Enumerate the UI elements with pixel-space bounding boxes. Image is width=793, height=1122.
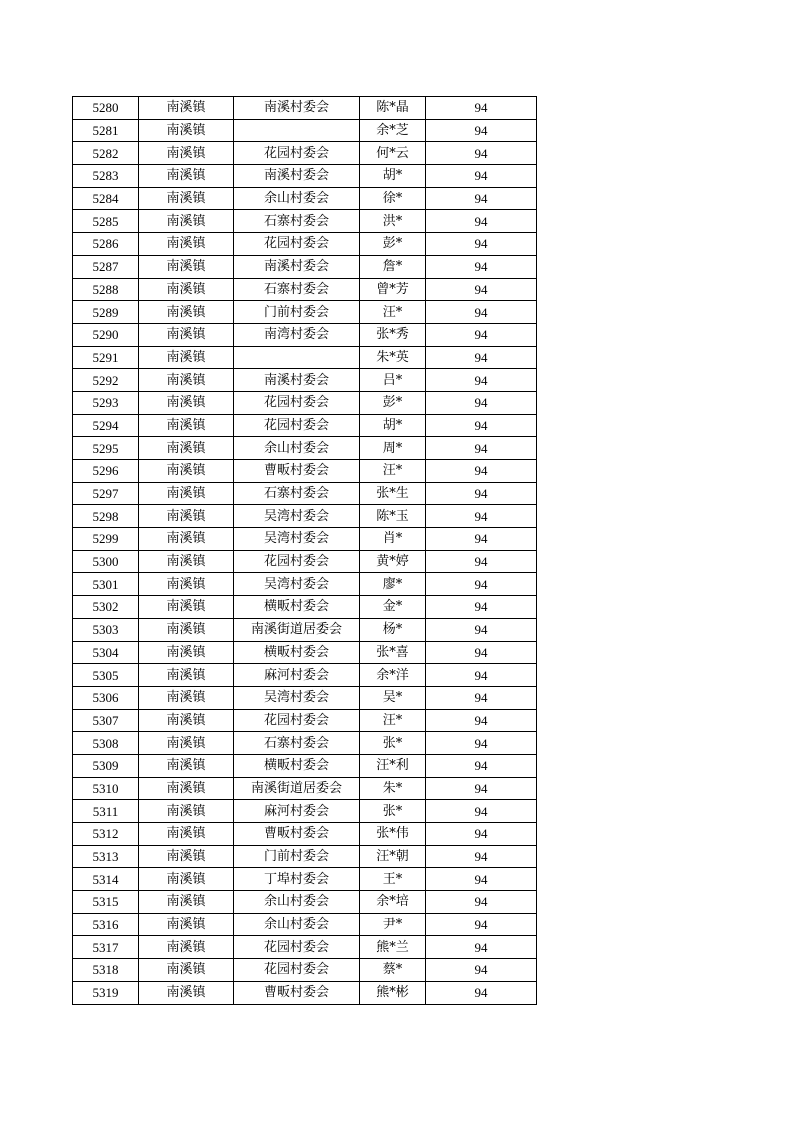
name-cell: 彭*: [360, 233, 426, 256]
name-cell: 蔡*: [360, 959, 426, 982]
row-id-cell: 5289: [73, 301, 139, 324]
name-cell: 胡*: [360, 165, 426, 188]
score-cell: 94: [426, 528, 537, 551]
town-cell: 南溪镇: [139, 165, 234, 188]
committee-cell: 石寨村委会: [234, 210, 360, 233]
town-cell: 南溪镇: [139, 391, 234, 414]
committee-cell: 花园村委会: [234, 142, 360, 165]
table-row: [73, 210, 537, 233]
score-cell: 94: [426, 119, 537, 142]
name-cell: 汪*: [360, 709, 426, 732]
name-cell: 汪*: [360, 460, 426, 483]
score-cell: 94: [426, 482, 537, 505]
row-id-cell: 5298: [73, 505, 139, 528]
name-cell: 朱*英: [360, 346, 426, 369]
table-row: [73, 573, 537, 596]
score-cell: 94: [426, 981, 537, 1004]
committee-cell: 吴湾村委会: [234, 686, 360, 709]
row-id-cell: 5305: [73, 664, 139, 687]
roster-body: [73, 97, 537, 1005]
score-cell: 94: [426, 936, 537, 959]
name-cell: 胡*: [360, 414, 426, 437]
town-cell: 南溪镇: [139, 528, 234, 551]
table-row: [73, 505, 537, 528]
town-cell: 南溪镇: [139, 233, 234, 256]
committee-cell: 花园村委会: [234, 414, 360, 437]
row-id-cell: 5306: [73, 686, 139, 709]
town-cell: 南溪镇: [139, 823, 234, 846]
row-id-cell: 5297: [73, 482, 139, 505]
score-cell: 94: [426, 233, 537, 256]
score-cell: 94: [426, 346, 537, 369]
town-cell: 南溪镇: [139, 709, 234, 732]
table-row: [73, 97, 537, 120]
committee-cell: 丁埠村委会: [234, 868, 360, 891]
committee-cell: 石寨村委会: [234, 278, 360, 301]
name-cell: 熊*兰: [360, 936, 426, 959]
row-id-cell: 5304: [73, 641, 139, 664]
name-cell: 黄*婷: [360, 550, 426, 573]
row-id-cell: 5280: [73, 97, 139, 120]
score-cell: 94: [426, 596, 537, 619]
town-cell: 南溪镇: [139, 913, 234, 936]
name-cell: 肖*: [360, 528, 426, 551]
score-cell: 94: [426, 255, 537, 278]
name-cell: 张*秀: [360, 323, 426, 346]
table-row: [73, 165, 537, 188]
name-cell: 汪*利: [360, 754, 426, 777]
committee-cell: 余山村委会: [234, 187, 360, 210]
row-id-cell: 5300: [73, 550, 139, 573]
town-cell: 南溪镇: [139, 732, 234, 755]
table-row: [73, 482, 537, 505]
score-cell: 94: [426, 641, 537, 664]
committee-cell: 花园村委会: [234, 550, 360, 573]
score-cell: 94: [426, 301, 537, 324]
name-cell: 詹*: [360, 255, 426, 278]
town-cell: 南溪镇: [139, 187, 234, 210]
score-cell: 94: [426, 187, 537, 210]
town-cell: 南溪镇: [139, 800, 234, 823]
table-row: [73, 550, 537, 573]
table-row: [73, 528, 537, 551]
name-cell: 陈*晶: [360, 97, 426, 120]
name-cell: 余*芝: [360, 119, 426, 142]
score-cell: 94: [426, 391, 537, 414]
town-cell: 南溪镇: [139, 664, 234, 687]
row-id-cell: 5301: [73, 573, 139, 596]
score-cell: 94: [426, 777, 537, 800]
score-cell: 94: [426, 414, 537, 437]
score-cell: 94: [426, 868, 537, 891]
committee-cell: [234, 346, 360, 369]
row-id-cell: 5307: [73, 709, 139, 732]
row-id-cell: 5282: [73, 142, 139, 165]
town-cell: 南溪镇: [139, 777, 234, 800]
row-id-cell: 5283: [73, 165, 139, 188]
committee-cell: 石寨村委会: [234, 482, 360, 505]
name-cell: 朱*: [360, 777, 426, 800]
name-cell: 彭*: [360, 391, 426, 414]
score-cell: 94: [426, 800, 537, 823]
town-cell: 南溪镇: [139, 754, 234, 777]
name-cell: 何*云: [360, 142, 426, 165]
table-row: [73, 754, 537, 777]
name-cell: 徐*: [360, 187, 426, 210]
table-row: [73, 187, 537, 210]
town-cell: 南溪镇: [139, 596, 234, 619]
table-row: [73, 913, 537, 936]
table-row: [73, 369, 537, 392]
table-row: [73, 142, 537, 165]
name-cell: 汪*朝: [360, 845, 426, 868]
committee-cell: 余山村委会: [234, 891, 360, 914]
row-id-cell: 5313: [73, 845, 139, 868]
town-cell: 南溪镇: [139, 346, 234, 369]
row-id-cell: 5284: [73, 187, 139, 210]
table-row: [73, 301, 537, 324]
table-row: [73, 664, 537, 687]
name-cell: 周*: [360, 437, 426, 460]
town-cell: 南溪镇: [139, 845, 234, 868]
table-row: [73, 618, 537, 641]
name-cell: 杨*: [360, 618, 426, 641]
town-cell: 南溪镇: [139, 142, 234, 165]
committee-cell: 吴湾村委会: [234, 573, 360, 596]
row-id-cell: 5302: [73, 596, 139, 619]
town-cell: 南溪镇: [139, 97, 234, 120]
name-cell: 张*生: [360, 482, 426, 505]
town-cell: 南溪镇: [139, 301, 234, 324]
committee-cell: 花园村委会: [234, 233, 360, 256]
row-id-cell: 5293: [73, 391, 139, 414]
committee-cell: [234, 119, 360, 142]
name-cell: 王*: [360, 868, 426, 891]
row-id-cell: 5308: [73, 732, 139, 755]
name-cell: 吕*: [360, 369, 426, 392]
score-cell: 94: [426, 323, 537, 346]
town-cell: 南溪镇: [139, 460, 234, 483]
town-cell: 南溪镇: [139, 868, 234, 891]
row-id-cell: 5286: [73, 233, 139, 256]
table-row: [73, 346, 537, 369]
table-row: [73, 278, 537, 301]
row-id-cell: 5288: [73, 278, 139, 301]
town-cell: 南溪镇: [139, 891, 234, 914]
town-cell: 南溪镇: [139, 550, 234, 573]
score-cell: 94: [426, 573, 537, 596]
name-cell: 熊*彬: [360, 981, 426, 1004]
table-row: [73, 255, 537, 278]
town-cell: 南溪镇: [139, 936, 234, 959]
table-row: [73, 981, 537, 1004]
committee-cell: 麻河村委会: [234, 664, 360, 687]
committee-cell: 横畈村委会: [234, 596, 360, 619]
score-cell: 94: [426, 686, 537, 709]
row-id-cell: 5314: [73, 868, 139, 891]
committee-cell: 曹畈村委会: [234, 981, 360, 1004]
town-cell: 南溪镇: [139, 210, 234, 233]
town-cell: 南溪镇: [139, 573, 234, 596]
table-row: [73, 641, 537, 664]
committee-cell: 门前村委会: [234, 845, 360, 868]
row-id-cell: 5303: [73, 618, 139, 641]
score-cell: 94: [426, 278, 537, 301]
name-cell: 廖*: [360, 573, 426, 596]
name-cell: 汪*: [360, 301, 426, 324]
table-row: [73, 936, 537, 959]
committee-cell: 南溪村委会: [234, 255, 360, 278]
name-cell: 吴*: [360, 686, 426, 709]
name-cell: 张*喜: [360, 641, 426, 664]
committee-cell: 横畈村委会: [234, 754, 360, 777]
table-row: [73, 119, 537, 142]
town-cell: 南溪镇: [139, 981, 234, 1004]
committee-cell: 石寨村委会: [234, 732, 360, 755]
row-id-cell: 5316: [73, 913, 139, 936]
row-id-cell: 5319: [73, 981, 139, 1004]
committee-cell: 吴湾村委会: [234, 528, 360, 551]
town-cell: 南溪镇: [139, 482, 234, 505]
committee-cell: 门前村委会: [234, 301, 360, 324]
row-id-cell: 5295: [73, 437, 139, 460]
table-row: [73, 323, 537, 346]
score-cell: 94: [426, 505, 537, 528]
score-cell: 94: [426, 732, 537, 755]
name-cell: 洪*: [360, 210, 426, 233]
score-cell: 94: [426, 97, 537, 120]
table-row: [73, 845, 537, 868]
committee-cell: 吴湾村委会: [234, 505, 360, 528]
committee-cell: 花园村委会: [234, 709, 360, 732]
row-id-cell: 5296: [73, 460, 139, 483]
table-row: [73, 596, 537, 619]
committee-cell: 南溪街道居委会: [234, 618, 360, 641]
table-row: [73, 959, 537, 982]
row-id-cell: 5281: [73, 119, 139, 142]
row-id-cell: 5317: [73, 936, 139, 959]
score-cell: 94: [426, 142, 537, 165]
table-row: [73, 414, 537, 437]
row-id-cell: 5299: [73, 528, 139, 551]
committee-cell: 麻河村委会: [234, 800, 360, 823]
committee-cell: 南溪村委会: [234, 165, 360, 188]
table-row: [73, 437, 537, 460]
town-cell: 南溪镇: [139, 641, 234, 664]
row-id-cell: 5311: [73, 800, 139, 823]
table-row: [73, 868, 537, 891]
committee-cell: 南溪街道居委会: [234, 777, 360, 800]
row-id-cell: 5294: [73, 414, 139, 437]
name-cell: 陈*玉: [360, 505, 426, 528]
committee-cell: 南溪村委会: [234, 369, 360, 392]
town-cell: 南溪镇: [139, 505, 234, 528]
town-cell: 南溪镇: [139, 323, 234, 346]
score-cell: 94: [426, 369, 537, 392]
name-cell: 张*: [360, 800, 426, 823]
town-cell: 南溪镇: [139, 369, 234, 392]
committee-cell: 横畈村委会: [234, 641, 360, 664]
row-id-cell: 5312: [73, 823, 139, 846]
score-cell: 94: [426, 754, 537, 777]
table-row: [73, 709, 537, 732]
score-cell: 94: [426, 165, 537, 188]
committee-cell: 南湾村委会: [234, 323, 360, 346]
table-row: [73, 686, 537, 709]
roster-table: [72, 96, 537, 1005]
town-cell: 南溪镇: [139, 959, 234, 982]
score-cell: 94: [426, 709, 537, 732]
committee-cell: 南溪村委会: [234, 97, 360, 120]
row-id-cell: 5291: [73, 346, 139, 369]
committee-cell: 余山村委会: [234, 437, 360, 460]
town-cell: 南溪镇: [139, 255, 234, 278]
row-id-cell: 5315: [73, 891, 139, 914]
name-cell: 尹*: [360, 913, 426, 936]
score-cell: 94: [426, 913, 537, 936]
committee-cell: 曹畈村委会: [234, 823, 360, 846]
row-id-cell: 5318: [73, 959, 139, 982]
score-cell: 94: [426, 664, 537, 687]
table-row: [73, 823, 537, 846]
score-cell: 94: [426, 550, 537, 573]
committee-cell: 花园村委会: [234, 936, 360, 959]
town-cell: 南溪镇: [139, 618, 234, 641]
town-cell: 南溪镇: [139, 437, 234, 460]
committee-cell: 花园村委会: [234, 959, 360, 982]
name-cell: 余*培: [360, 891, 426, 914]
score-cell: 94: [426, 845, 537, 868]
name-cell: 张*伟: [360, 823, 426, 846]
row-id-cell: 5309: [73, 754, 139, 777]
committee-cell: 余山村委会: [234, 913, 360, 936]
row-id-cell: 5290: [73, 323, 139, 346]
town-cell: 南溪镇: [139, 119, 234, 142]
name-cell: 曾*芳: [360, 278, 426, 301]
score-cell: 94: [426, 891, 537, 914]
row-id-cell: 5292: [73, 369, 139, 392]
score-cell: 94: [426, 618, 537, 641]
name-cell: 张*: [360, 732, 426, 755]
table-row: [73, 800, 537, 823]
score-cell: 94: [426, 437, 537, 460]
name-cell: 余*洋: [360, 664, 426, 687]
town-cell: 南溪镇: [139, 414, 234, 437]
committee-cell: 花园村委会: [234, 391, 360, 414]
town-cell: 南溪镇: [139, 686, 234, 709]
table-row: [73, 460, 537, 483]
row-id-cell: 5285: [73, 210, 139, 233]
score-cell: 94: [426, 823, 537, 846]
table-row: [73, 233, 537, 256]
committee-cell: 曹畈村委会: [234, 460, 360, 483]
row-id-cell: 5287: [73, 255, 139, 278]
table-row: [73, 732, 537, 755]
score-cell: 94: [426, 959, 537, 982]
table-row: [73, 891, 537, 914]
name-cell: 金*: [360, 596, 426, 619]
score-cell: 94: [426, 210, 537, 233]
table-row: [73, 777, 537, 800]
town-cell: 南溪镇: [139, 278, 234, 301]
row-id-cell: 5310: [73, 777, 139, 800]
score-cell: 94: [426, 460, 537, 483]
table-row: [73, 391, 537, 414]
